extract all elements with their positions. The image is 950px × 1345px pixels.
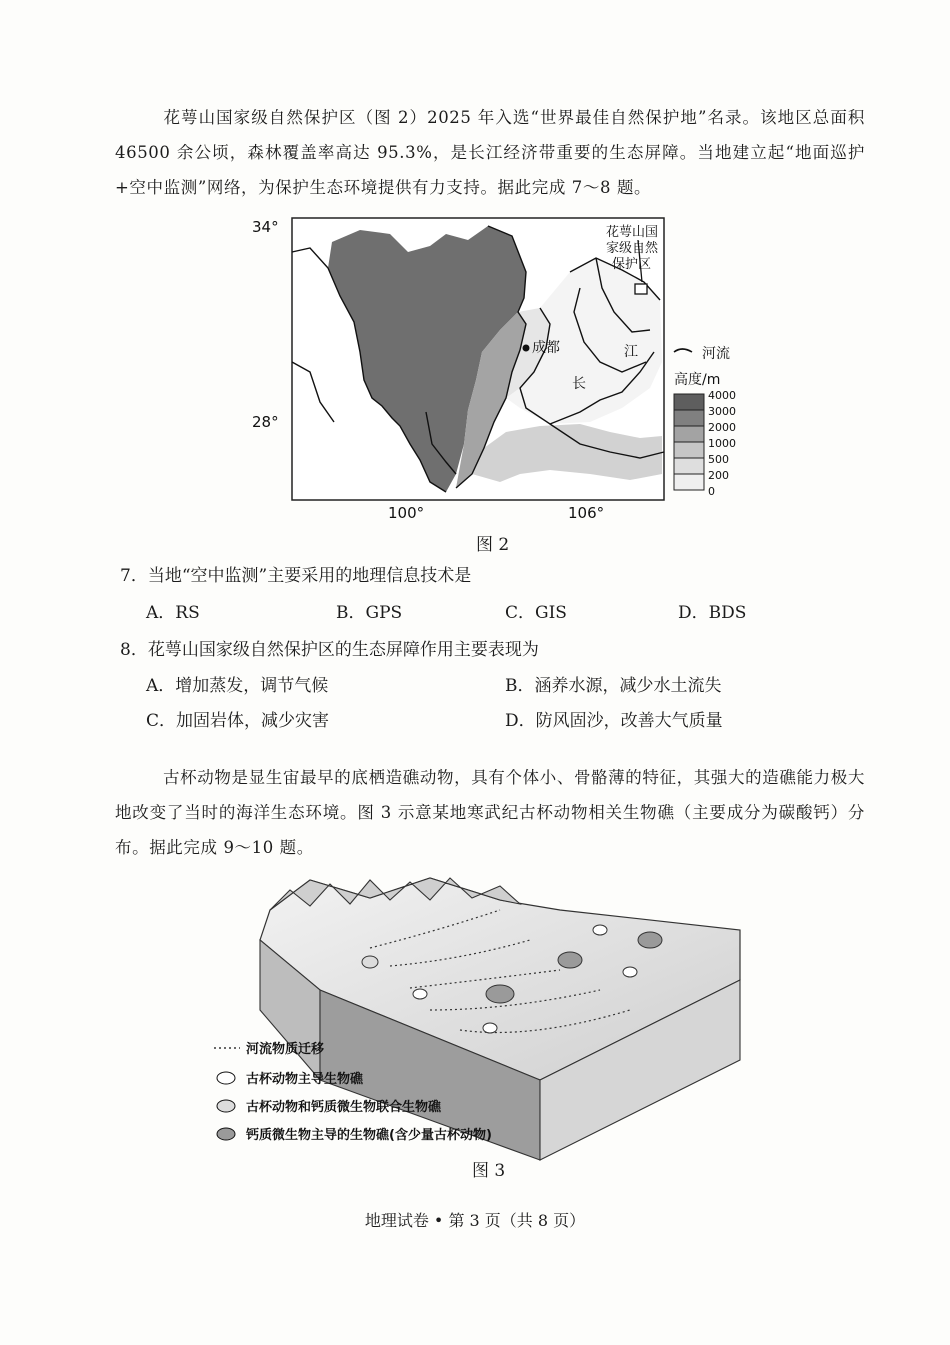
q7-option-a[interactable]: A．RS: [146, 603, 200, 623]
legend-archaeocyath-label: 古杯动物主导生物礁: [246, 1072, 364, 1087]
q7-option-c[interactable]: C．GIS: [505, 603, 567, 623]
map-legend: [674, 345, 736, 498]
legend-elevation-value: 1000: [708, 437, 736, 450]
legend-migration-label: 河流物质迁移: [246, 1042, 325, 1057]
q8-option-d[interactable]: D．防风固沙，改善大气质量: [505, 711, 723, 731]
legend-elevation-value: 500: [708, 453, 729, 466]
reserve-label-line-2: 家级自然: [606, 241, 659, 256]
legend-microbe-swatch: [217, 1128, 235, 1140]
legend-river-swatch: [674, 349, 692, 352]
legend-elevation-box: [674, 458, 704, 474]
reserve-label-line-1: 花萼山国: [606, 225, 659, 240]
passage-2-text: 古杯动物是显生宙最早的底栖造礁动物，具有个体小、骨骼薄的特征，其强大的造礁能力极大地改变了当时的海洋生态环境。图 3 示意某地寒武纪古杯动物相关生物礁（主要成分为碳酸钙）分布。据此完成 9～10 题。: [115, 768, 865, 857]
passage-2: [115, 760, 865, 865]
legend-elevation-value: 3000: [708, 405, 736, 418]
legend-elevation-value: 2000: [708, 421, 736, 434]
reserve-label-line-3: 保护区: [612, 257, 652, 272]
legend-archaeocyath-swatch: [217, 1072, 235, 1084]
q8-option-c[interactable]: C．加固岩体，减少灾害: [146, 711, 330, 731]
lon-right-label: 106°: [568, 504, 605, 522]
q7-option-d[interactable]: D．BDS: [678, 603, 747, 623]
legend-elevation-box: [674, 394, 704, 410]
legend-joint-label: 古杯动物和钙质微生物联合生物礁: [246, 1100, 442, 1115]
legend-river-label: 河流: [702, 346, 730, 362]
question-8-stem: 8．花萼山国家级自然保护区的生态屏障作用主要表现为: [120, 640, 539, 660]
river-label-1: 江: [624, 344, 638, 360]
passage-1-text: 花萼山国家级自然保护区（图 2）2025 年入选“世界最佳自然保护地”名录。该地区总面积 46500 余公顷，森林覆盖率高达 95.3%，是长江经济带重要的生态屏障。当地建立起“地面巡护+空中监测”网络，为保护生态环境提供有力支持。据此完成 7～8 题。: [115, 108, 865, 197]
lat-bottom-label: 28°: [252, 413, 279, 431]
lon-left-label: 100°: [388, 504, 425, 522]
page-footer: 地理试卷 • 第 3 页（共 8 页）: [364, 1211, 586, 1230]
legend-elevation-box: [674, 410, 704, 426]
question-7-stem: 7．当地“空中监测”主要采用的地理信息技术是: [120, 566, 472, 586]
legend-elevation-value: 4000: [708, 389, 736, 402]
figure-3-caption: 图 3: [472, 1161, 506, 1181]
legend-elevation-value: 200: [708, 469, 729, 482]
river-label-2: 长: [572, 376, 586, 392]
passage-1: [115, 100, 865, 205]
legend-elevation-box: [674, 426, 704, 442]
figure-3-block-diagram: [200, 870, 760, 1170]
legend-elevation-value: 0: [708, 485, 715, 498]
city-label: 成都: [532, 340, 560, 356]
figure-2-caption: 图 2: [476, 535, 510, 555]
legend-elevation-box: [674, 474, 704, 490]
q8-option-a[interactable]: A．增加蒸发，调节气候: [146, 676, 329, 696]
reserve-marker: [635, 284, 647, 294]
q8-option-b[interactable]: B．涵养水源，减少水土流失: [505, 676, 722, 696]
legend-elevation-box: [674, 442, 704, 458]
chengdu-dot: [523, 345, 530, 352]
lat-top-label: 34°: [252, 218, 279, 236]
legend-microbe-label: 钙质微生物主导的生物礁(含少量古杯动物): [246, 1128, 492, 1143]
figure-2-map: [250, 212, 770, 522]
legend-joint-swatch: [217, 1100, 235, 1112]
legend-title: 高度/m: [674, 372, 721, 388]
q7-option-b[interactable]: B．GPS: [336, 603, 403, 623]
